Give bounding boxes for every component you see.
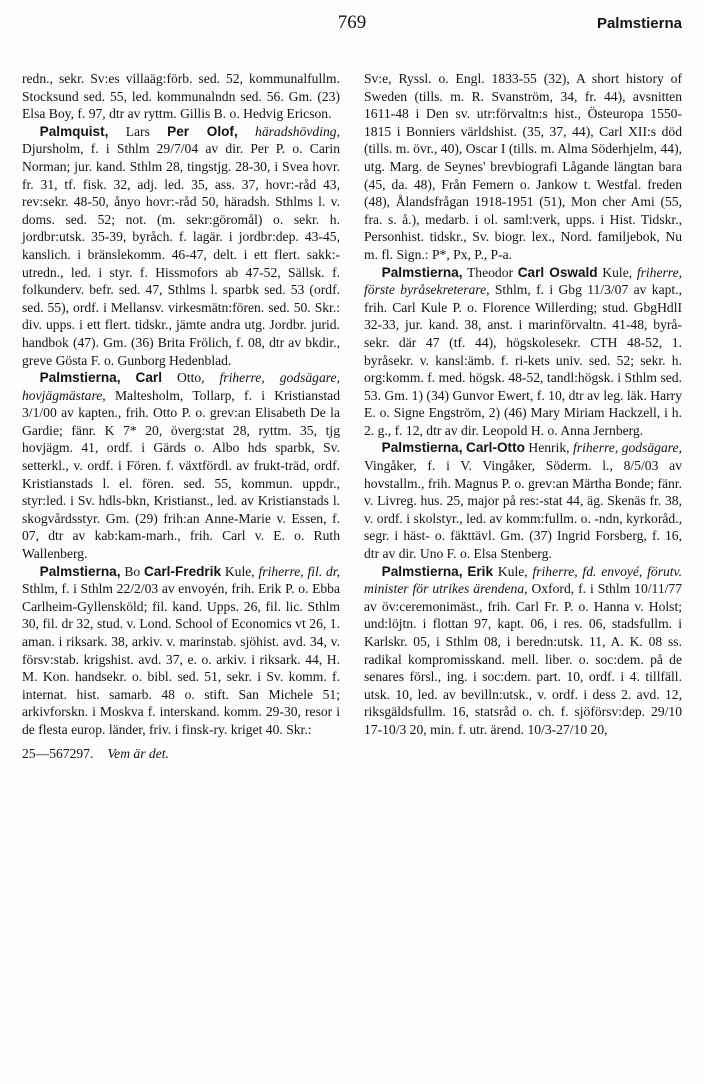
footer-title: Vem är det.: [107, 745, 169, 761]
entry-firstnames: Theodor: [462, 264, 518, 280]
entry-palmstierna-carl-otto: [364, 439, 682, 562]
entry-surname: Palmstierna,: [39, 563, 121, 579]
left-column: [22, 70, 340, 762]
entry-middle: Henrik,: [524, 440, 574, 456]
entry-surname: Palmstierna,: [381, 440, 463, 456]
entry-bold-name: Carl-Otto: [466, 440, 525, 456]
entry-bold-name: Per Olof,: [167, 123, 238, 139]
entry-middle: [238, 124, 255, 139]
footer-code: 25—567297.: [22, 745, 94, 761]
entry-palmquist-per-olof: [22, 123, 340, 369]
entry-middle: Kule,: [597, 264, 637, 280]
entry-palmstierna-erik: [364, 563, 682, 739]
entry-surname: Palmstierna,: [381, 563, 463, 579]
entry-palmstierna-carl-fredrik: [22, 563, 340, 739]
entry-bold-name: Carl-Fredrik: [144, 563, 222, 579]
entry-surname: Palmstierna,: [381, 264, 463, 280]
entry-title: friherre, fd. envoyé, förutv. minister för utrikes ärendena,: [364, 563, 682, 597]
entry-palmstierna-carl-oswald: [364, 264, 682, 440]
entry-bold-name: Carl: [135, 370, 162, 386]
entry-bold-name: Erik: [467, 563, 494, 579]
entry-firstnames: Lars: [108, 123, 168, 139]
entry-firstnames: Bo: [120, 563, 144, 579]
entry-bold-name: Carl Oswald: [517, 264, 598, 280]
entry-title: friherre, godsägare, hovjägmästare,: [22, 370, 340, 403]
entry-body: Vingåker, f. i V. Vingåker, Söderm. l., 8/5/03 av hovstallm., frih. Magnus P. o. grev:an Märtha Bonde; fänr. v. Livreg. hus. 25, major på res:-stat 44, äg. Skenäs fr. 38, v. ordf. i skolstyr., led. av komm:fullm. o. -ndn, kyrkoråd., segr. i häst- o. fäkttävl. Gm. (37) Ingrid Forsberg, f. 16, dtr av dir. Uno F. o. Elsa Stenberg.: [364, 458, 682, 562]
entry-body: Djursholm, f. i Sthlm 29/7/04 av dir. Per P. o. Carin Norman; jur. kand. Sthlm 28, tingstjg. 28-30, i Svea hovr. fr. 31, tf. fisk. 32, adj. led. 35, ass. 37, hovr:-råd 43, rev:sekr. 48-50, ånyo hovr:-råd 50, häradsh. Sthlms l. v. doms. sed. 52; not. (m. sekr:göromål) o. sekr. h. jordbr:utsk. 35-39, byråch. f. lagär. i jordbr:dep. 43-45, kanslich. i bränslekomm. 46-47, delt. i ett flert. sakk:-utredn., led. i styr. f. Hissmofors ab 47-52, Sällsk. f. folkunderv. befr. sed. 47, Sthlms l. sparbk sed. 53 (ordf. sed. 55), ordf. i Mellansv. virkesmätn:fören. sed. 50. Skr.: div. upps. i ett flert. tidskr., jämte andra utg. Jordbr. jurid. handbok (47). Gm. (36) Brita Frölich, f. 08, dtr av bkdir., greve Gösta F. o. Gunborg Hedenblad.: [22, 141, 340, 368]
entry-continuation: [364, 70, 682, 264]
entry-body: Sthlm, f. i Sthlm 22/2/03 av envoyén, frih. Erik P. o. Ebba Carlheim-Gyllensköld; fil. kand. Upps. 26, fil. lic. Sthlm 30, fil. dr 32, stud. v. Lond. School of Economics vt 26, 1. aman. i riksark. 38, arkiv. v. marinstab. sjöhist. avd. 34, v. försv:stab. krigshist. avd. 37, e. o. arkiv. i riksark. 44, H. M. Kon. handsekr. o. bibl. sed. 51, sekr. i Sv. komm. f. internat. hist. samarb. 48 o. stift. San Michele 51; arkivforskn. i Moskva f. interskand. komm. 29-30, resor i de flesta europ. länder, friv. i finsk-ry. kriget 40. Skr.:: [22, 581, 340, 737]
entry-surname: Palmquist,: [39, 123, 109, 139]
entry-body: Oxford, f. i Sthlm 10/11/77 av öv:ceremonimäst., frih. Carl Fr. P. o. Hanna v. Holst; und:löjtn. i flottan 97, kapt. 06, i res. 06, stadsfullm. i Karlskr. 05, i Sthlm 08, i beredn:utsk. 11, A. K. 08 ss. radikal kompromisskand. mell. liber. o. soc:dem. på de senares försl., ing. i soc:dem. part. 10, ordf. i 4. tillfäll. utsk. 10, led. av bevilln:utsk., v. ordf. i dess 2. avd. 12, riksgäldsfullm. 16, statsråd o. ch. f. sjöförsv:dep. 29/10 17-10/3 20, min. f. utr. ärend. 10/3-27/10 20,: [364, 581, 682, 737]
entry-middle: Otto,: [161, 370, 220, 386]
entry-body: redn., sekr. Sv:es villaäg:förb. sed. 52, kommunalfullm. Stocksund sed. 55, led. kommunalndn sed. 56. Gm. (23) Elsa Boy, f. 97, dtr av ryttm. Gillis B. o. Hedvig Ericson.: [22, 71, 340, 122]
entry-middle: Kule,: [221, 563, 259, 579]
entry-middle: Kule,: [493, 563, 533, 579]
entry-body: Sthlm, f. i Gbg 11/3/07 av kapt., frih. Carl Kule P. o. Florence Willerding; stud. GbgHdlI 32-33, jur. kand. 38, anst. i marinförvaltn. 41-48, byrå-sekr. där 47 (tf. 44), högskolesekr. CTH 48-52, 1. byråsekr. v. kansl:ämb. f. ri-kets univ. sed. 52; sekr. h. org:komm. f. med. högsk. 48-52, tandl:högsk. i Sthlm sed. 53. Gm. 1) (34) Gunvor Ewert, f. 10, dtr av leg. läk. Harry E. o. Signe Engström, 2) (46) Mary Miriam Hackzell, i h. 2. g., f. 12, dtr av dir. Leopold H. o. Anna Jernberg.: [364, 282, 682, 438]
entry-title: friherre, fil. dr,: [258, 563, 340, 579]
entry-surname: Palmstierna,: [39, 370, 121, 386]
page-number: 769: [337, 12, 367, 33]
entry-body: Maltesholm, Tollarp, f. i Kristianstad 3/1/00 av kapten., frih. Otto P. o. grev:an Elisabeth De la Gardie; fänr. K 7* 20, överg:stat 28, ryttm. 35, tjg hovjägm. 41, ordf. i Gärds o. Albo hds sparbk, Sv. setterkl., v. ordf. i Fören. f. växtfördl. av frukt-träd, ordf. Kristianstads l. el. fören. sed. 55, kommun. uppdr., styr:led. i Sv. hdls-bkn, Kristianst., led. av Kristianstads l. skogvårdsstyr. Gm. (29) frih:an Anne-Marie v. Essen, f. 07, dtr av kab:kam-marh., frih. Carl v. E. o. Ruth Wallenberg.: [22, 387, 340, 562]
printer-footer: [22, 745, 340, 763]
entry-title: friherre, förste byråsekreterare,: [364, 264, 683, 298]
entry-title: häradshövding,: [255, 123, 340, 139]
running-head: Palmstierna: [596, 15, 682, 32]
entry-palmstierna-carl: [22, 369, 340, 563]
entry-continuation: [22, 70, 340, 123]
right-column: [364, 70, 682, 739]
entry-firstnames: [121, 370, 136, 385]
entry-title: friherre, godsägare,: [573, 440, 682, 456]
entry-body: Sv:e, Ryssl. o. Engl. 1833-55 (32), A short history of Sweden (tills. m. R. Svanström, 34, fr. 44), avsnitten 1611-48 i Den sv. utr:förvaltn:s hist., Östeuropa 1550-1815 i Bonniers världshist. (35, 37, 44), Carl XII:s död (tills. m. övr., 40), Oscar I (tills. m. Alma Söderhjelm, 44), utg. Marg. de Seynes' brevbiografi Lågande längtan bara (45, da. 48), Från Femern o. Jankow t. Westfal. freden (48), Ålandsfrågan 1918-1951 (51), Mon cher Ami (55, fra. s. å.), medarb. i ol. saml:verk, upps. i Hist. Tidskr., Personhist. tidskr., Sv. biogr. lex., Nord. familjebok, Nu m. fl. Sign.: P*, Px, P., P-a.: [364, 71, 682, 262]
